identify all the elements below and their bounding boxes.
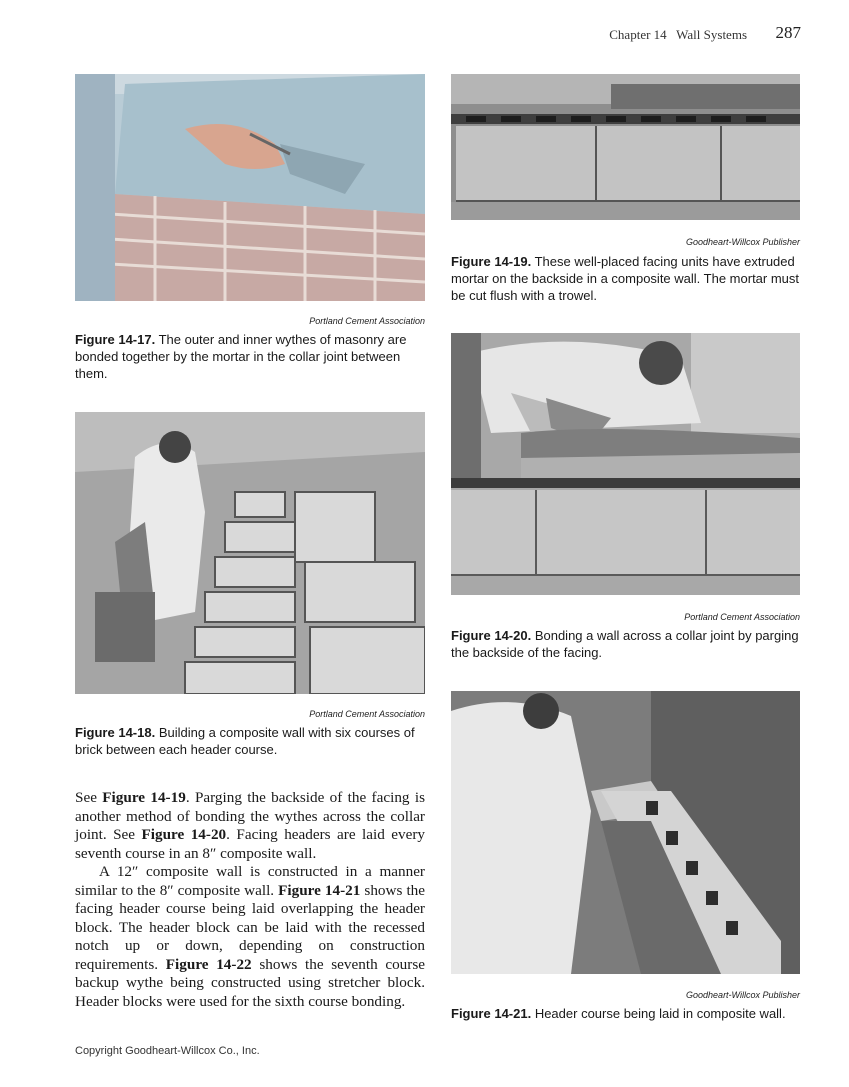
figure-14-21-caption	[451, 1005, 800, 1022]
figure-ref-14-19: Figure 14-19	[102, 789, 186, 806]
figure-14-17-credit: Portland Cement Association	[309, 316, 425, 326]
figure-14-21-label: Figure 14-21.	[451, 1006, 532, 1021]
figure-ref-14-21: Figure 14-21	[278, 881, 361, 899]
body-p1-text-3: . Facing headers are laid every seventh course in an 8″ composite wall.	[75, 826, 425, 862]
page-number: 287	[775, 23, 801, 42]
body-paragraph-1	[75, 789, 425, 863]
figure-14-20-label: Figure 14-20.	[451, 628, 532, 643]
figure-14-18-caption	[75, 724, 425, 758]
figure-14-17-caption	[75, 331, 425, 382]
copyright-footer: Copyright Goodheart-Willcox Co., Inc.	[75, 1045, 260, 1057]
figure-14-17-label: Figure 14-17.	[75, 332, 156, 347]
body-p2-text-2: shows the facing header course being laid overlapping the header block. The header block can be laid with the recessed notch up or down, depending on construction requirements.	[75, 881, 426, 973]
figure-14-19-text: These well-placed facing units have extruded mortar on the backside in a composite wall. The mortar must be cut flush with a trowel.	[451, 254, 800, 303]
body-p2-text-1: A 12″ composite wall is constructed in a manner similar to the 8″ composite wall.	[75, 863, 425, 899]
body-p2-text-3: shows the seventh course backup wythe being constructed using stretcher block. Header blocks were used for the sixth course bonding.	[75, 955, 425, 1010]
figure-ref-14-22: Figure 14-22	[165, 955, 252, 973]
figure-14-18-text: Building a composite wall with six courses of brick between each header course.	[75, 725, 415, 757]
figure-14-19-photo	[451, 74, 800, 220]
figure-14-19-label: Figure 14-19.	[451, 254, 532, 269]
figure-14-18-label: Figure 14-18.	[75, 725, 156, 740]
figure-14-21-text: Header course being laid in composite wall.	[531, 1006, 786, 1021]
figure-14-20-photo	[451, 333, 800, 595]
body-paragraph-2	[75, 863, 425, 1011]
running-head: Chapter 14 Wall Systems	[609, 27, 747, 42]
figure-14-20-text: Bonding a wall across a collar joint by parging the backside of the facing.	[451, 628, 799, 660]
body-p1-text-2: . Parging the backside of the facing is another method of bonding the wythes across the collar joint. See	[75, 789, 425, 843]
figure-14-18-credit: Portland Cement Association	[309, 709, 425, 719]
page-header	[401, 23, 801, 44]
body-p1-text-1: See	[75, 789, 103, 806]
body-text	[75, 789, 425, 1011]
figure-14-17-text: The outer and inner wythes of masonry are bonded together by the mortar in the collar joint between them.	[75, 332, 407, 381]
figure-14-20-credit: Portland Cement Association	[684, 612, 800, 622]
figure-ref-14-20: Figure 14-20	[141, 826, 227, 843]
figure-14-17-photo	[75, 74, 425, 301]
figure-14-18-photo	[75, 412, 425, 694]
figure-14-21-credit: Goodheart-Willcox Publisher	[686, 990, 800, 1000]
figure-14-21-photo	[451, 691, 800, 974]
figure-14-19-caption	[451, 253, 800, 304]
figure-14-19-credit: Goodheart-Willcox Publisher	[686, 237, 800, 247]
figure-14-20-caption	[451, 627, 800, 661]
